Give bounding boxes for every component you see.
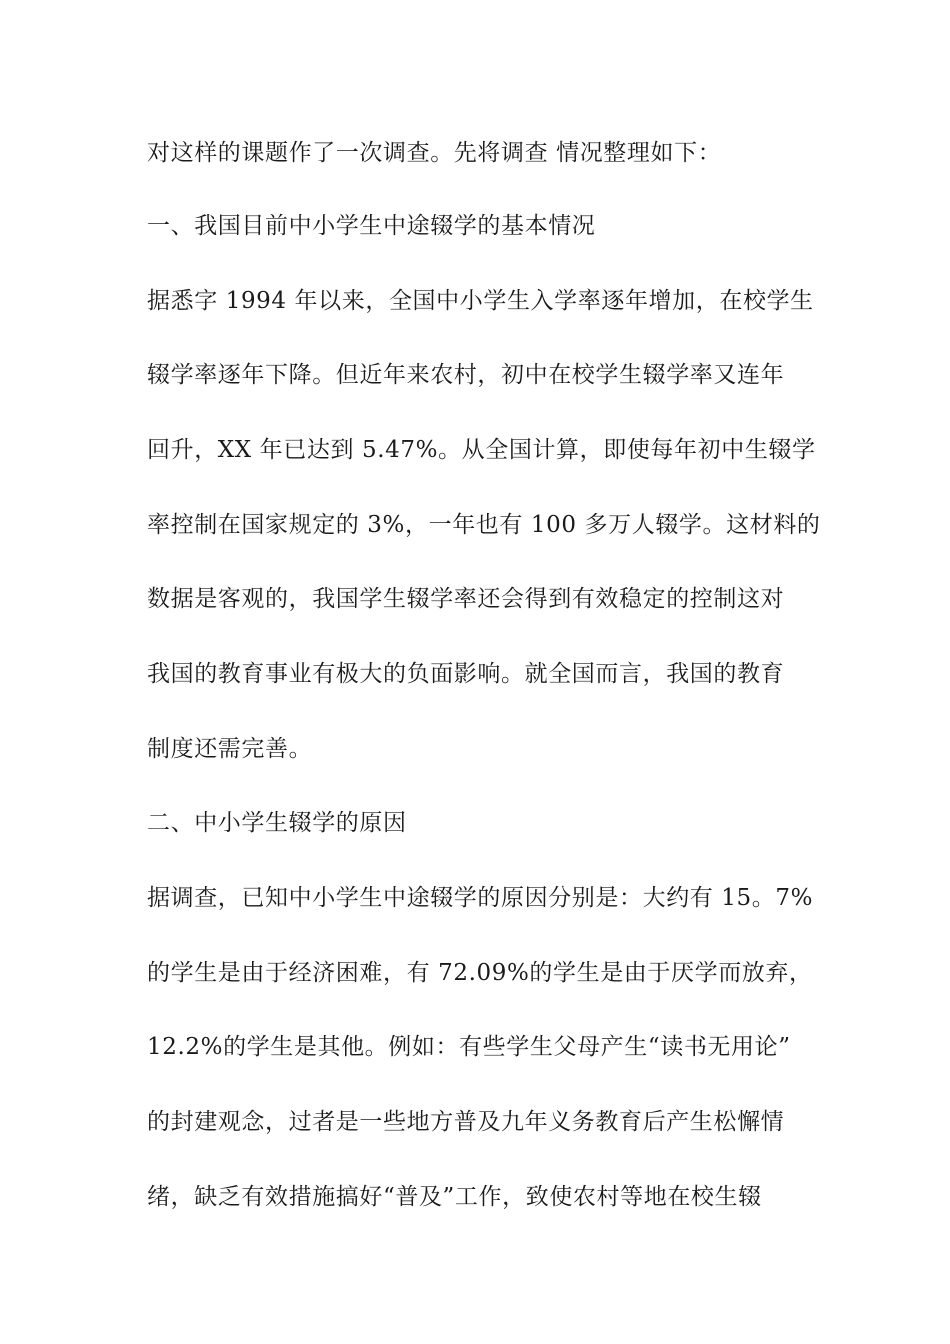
section-heading-1: 一、我国目前中小学生中途辍学的基本情况 — [147, 213, 596, 239]
text-line-3: 据悉字 1994 年以来，全国中小学生入学率逐年增加，在校学生 — [147, 288, 814, 314]
text-line-12: 的学生是由于经济困难，有 72.09%的学生是由于厌学而放弃， — [147, 960, 813, 986]
text-line-7: 数据是客观的，我国学生辍学率还会得到有效稳定的控制这对 — [147, 586, 785, 612]
section-heading-2: 二、中小学生辍学的原因 — [147, 810, 407, 836]
text-line-11: 据调查，已知中小学生中途辍学的原因分别是：大约有 15。7% — [147, 885, 814, 911]
text-line-5: 回升，XX 年已达到 5.47%。从全国计算，即使每年初中生辍学 — [147, 437, 816, 463]
text-line-6: 率控制在国家规定的 3%，一年也有 100 多万人辍学。这材料的 — [147, 512, 821, 538]
text-line-8: 我国的教育事业有极大的负面影响。就全国而言，我国的教育 — [147, 661, 785, 687]
text-line-13: 12.2%的学生是其他。例如：有些学生父母产生“读书无用论” — [147, 1034, 791, 1060]
text-line-15: 绪，缺乏有效措施搞好“普及”工作，致使农村等地在校生辍 — [147, 1184, 762, 1210]
text-line-1: 对这样的课题作了一次调查。先将调查 情况整理如下： — [147, 140, 722, 166]
text-line-14: 的封建观念，过者是一些地方普及九年义务教育后产生松懈情 — [147, 1109, 785, 1135]
text-line-9: 制度还需完善。 — [147, 736, 313, 762]
text-line-4: 辍学率逐年下降。但近年来农村，初中在校学生辍学率又连年 — [147, 362, 785, 388]
